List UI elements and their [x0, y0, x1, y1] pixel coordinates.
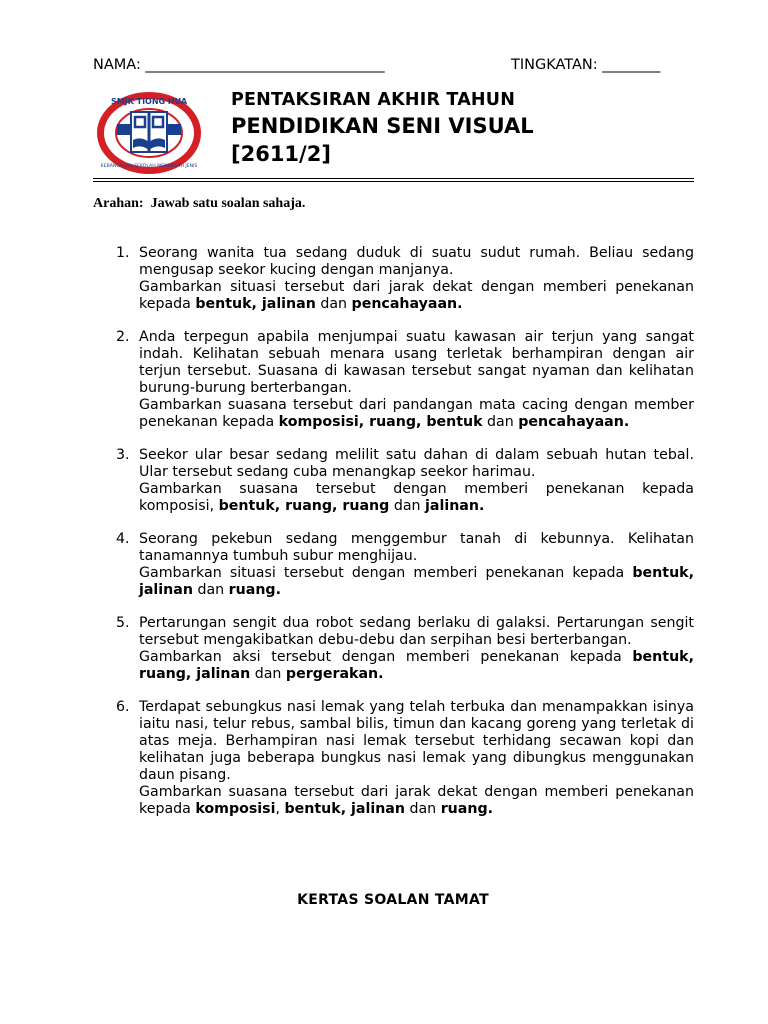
question-item: [115, 531, 694, 599]
tingkatan-field-label: TINGKATAN: ________: [511, 57, 661, 73]
emphasis-terms: bentuk, ruang, jalinan: [139, 649, 694, 682]
question-item: [115, 699, 694, 818]
header-divider-top: [93, 178, 694, 179]
question-scenario: Pertarungan sengit dua robot sedang berlaku di galaksi. Pertarungan sengit tersebut mengakibatkan debu-debu dan serpihan besi berterbangan.: [139, 615, 694, 648]
question-task: Gambarkan situasi tersebut dari jarak dekat dengan memberi penekanan kepada bentuk, jalinan dan pencahayaan.: [139, 279, 694, 312]
question-number: 1.: [116, 245, 130, 261]
emphasis-terms: pencahayaan.: [518, 414, 630, 430]
question-scenario: Terdapat sebungkus nasi lemak yang telah terbuka dan menampakkan isinya iaitu nasi, telur rebus, sambal bilis, timun dan kacang goreng yang terletak di atas meja. Berhampiran nasi lemak tersebut terhidang secawan kopi dan kelihatan juga beberapa bungkus nasi lemak yang dibungkus menggunakan daun pisang.: [139, 699, 694, 783]
exam-title-subject: PENDIDIKAN SENI VISUAL: [231, 114, 534, 138]
question-number: 2.: [116, 329, 130, 345]
school-logo: [95, 90, 205, 176]
question-number: 5.: [116, 615, 130, 631]
question-task: Gambarkan aksi tersebut dengan memberi penekanan kepada bentuk, ruang, jalinan dan pergerakan.: [139, 649, 694, 682]
emphasis-terms: bentuk, jalinan: [139, 565, 694, 598]
emphasis-terms: jalinan.: [425, 498, 485, 514]
question-item: [115, 245, 694, 313]
question-scenario: Seekor ular besar sedang melilit satu dahan di dalam sebuah hutan tebal. Ular tersebut sedang cuba menangkap seekor harimau.: [139, 447, 694, 480]
exam-title-block: [231, 90, 534, 168]
emphasis-terms: komposisi, ruang, bentuk: [278, 414, 483, 430]
question-number: 4.: [116, 531, 130, 547]
question-task: Gambarkan suasana tersebut dengan memberi penekanan kepada komposisi, bentuk, ruang, ruang dan jalinan.: [139, 481, 694, 514]
question-task: Gambarkan situasi tersebut dengan memberi penekanan kepada bentuk, jalinan dan ruang.: [139, 565, 694, 598]
instructions-label: Arahan:: [93, 196, 144, 211]
instructions: [93, 196, 305, 212]
emphasis-terms: komposisi: [195, 801, 276, 817]
question-number: 6.: [116, 699, 130, 715]
end-of-paper-label: KERTAS SOALAN TAMAT: [297, 892, 489, 908]
exam-title-assessment: PENTAKSIRAN AKHIR TAHUN: [231, 90, 516, 110]
emphasis-terms: ruang.: [228, 582, 281, 598]
question-scenario: Seorang wanita tua sedang duduk di suatu sudut rumah. Beliau sedang mengusap seekor kucing dengan manjanya.: [139, 245, 694, 278]
header-divider-bottom: [93, 181, 694, 182]
question-item: [115, 447, 694, 515]
emphasis-terms: bentuk, jalinan: [284, 801, 405, 817]
question-list: [115, 245, 694, 818]
question-task: Gambarkan suasana tersebut dari jarak dekat dengan memberi penekanan kepada komposisi, bentuk, jalinan dan ruang.: [139, 784, 694, 817]
exam-title-code: [2611/2]: [231, 142, 331, 166]
emphasis-terms: pergerakan.: [285, 666, 384, 682]
emphasis-terms: bentuk, jalinan: [195, 296, 316, 312]
emphasis-terms: bentuk, ruang, ruang: [218, 498, 390, 514]
question-scenario: Seorang pekebun sedang menggembur tanah di kebunnya. Kelihatan tanamannya tumbuh subur menghijau.: [139, 531, 694, 564]
emphasis-terms: pencahayaan.: [351, 296, 463, 312]
emphasis-terms: ruang.: [440, 801, 494, 817]
question-item: [115, 615, 694, 683]
logo-bottom-text: KEBANGSAAN SEKOLAH MENENGAH JENIS: [100, 164, 198, 169]
instructions-text: Jawab satu soalan sahaja.: [150, 196, 306, 211]
question-item: [115, 329, 694, 431]
question-scenario: Anda terpegun apabila menjumpai suatu kawasan air terjun yang sangat indah. Kelihatan sebuah menara usang terletak berhampiran dengan air terjun tersebut. Suasana di kawasan tersebut sangat nyaman dan kelihatan burung-burung berterbangan.: [139, 329, 694, 396]
question-number: 3.: [116, 447, 130, 463]
nama-field-label: NAMA: _________________________________: [93, 57, 385, 73]
question-task: Gambarkan suasana tersebut dari pandangan mata cacing dengan member penekanan kepada komposisi, ruang, bentuk dan pencahayaan.: [139, 397, 694, 430]
logo-top-text: SMJK TIONG HUA: [110, 97, 188, 106]
